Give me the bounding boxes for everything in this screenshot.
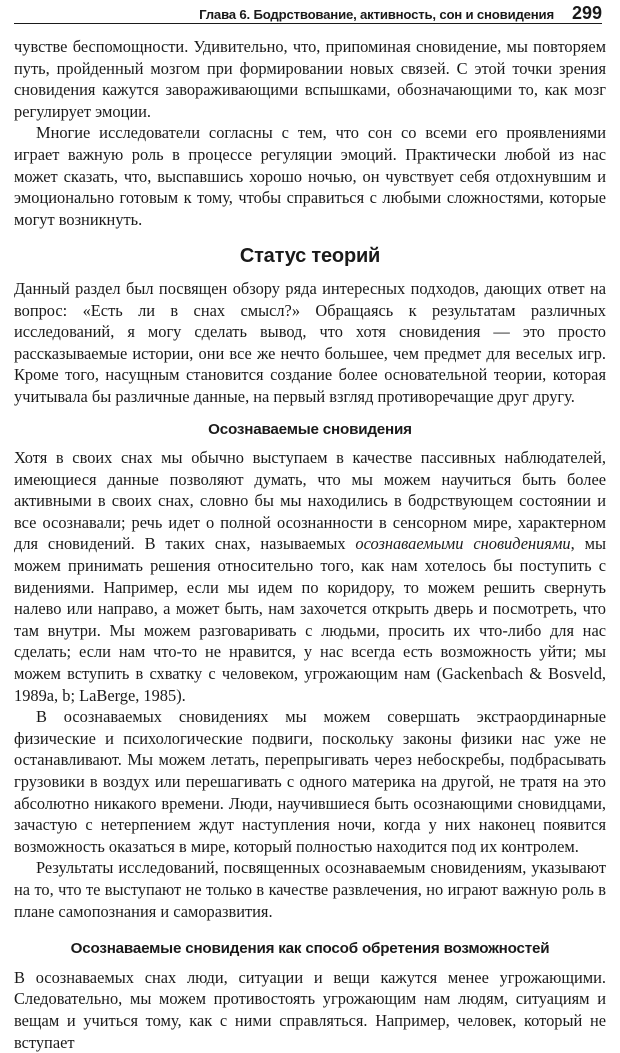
text-run: , мы можем принимать решения относительно того, как нам хотелось бы поступить с видениями. Например, если мы идем по коридору, то можем решить свернуть налево или направо, а может быть, нам захочется открыть дверь и посмотреть, что там внутри. Мы можем разговаривать с людьми, просить их что-либо для нас сделать; если нам что-то не нравится, у нас всегда есть возможность уйти; мы можем вступить в схватку с человеком, угрожающим нам (Gackenbach & Bosveld, 1989a, b; LaBerge, 1985). <box>14 534 606 705</box>
paragraph-empowerment: В осознаваемых снах люди, ситуации и вещи кажутся менее угрожающими. Следовательно, мы можем противостоять угрожающим нам людям, ситуациям и вещам и учиться тому, как с ними справляться. Например, человек, который не вступает <box>14 967 606 1052</box>
section-heading: Статус теорий <box>239 245 381 268</box>
page-number: 299 <box>571 3 602 23</box>
page-body <box>14 36 606 1053</box>
chapter-title: Глава 6. Бодрствование, активность, сон и сновидения <box>199 7 554 22</box>
subsection-heading-empowerment: Осознаваемые сновидения как способ обретения возможностей <box>70 940 550 958</box>
paragraph-emotion-regulation: Многие исследователи согласны с тем, что сон со всеми его проявлениями играет важную роль в процессе регуляции эмоций. Практически любой из нас может сказать, что, выспавшись хорошо ночью, он чувствует себя отдохнувшим и эмоционально готовым к тому, чтобы справиться с любыми сложностями, которые могут возникнуть. <box>14 123 606 229</box>
paragraph-lucid-research: Результаты исследований, посвященных осознаваемым сновидениям, указывают на то, что те выступают не только в качестве развлечения, но играют важную роль в плане самопознания и саморазвития. <box>14 858 606 921</box>
subsection-heading-lucid-dreams: Осознаваемые сновидения <box>208 420 412 438</box>
paragraph-theories-status: Данный раздел был посвящен обзору ряда интересных подходов, дающих ответ на вопрос: «Есть ли в снах смысл?» Обращаясь к результатам различных исследований, я могу сделать вывод, что хотя сновидения — это просто рассказываемые истории, они все же нечто большее, чем предмет для веселых игр. Кроме того, насущным становится создание более основательной теории, которая учитывала бы различные данные, на первый взгляд противоречащие друг другу. <box>14 278 606 406</box>
running-head <box>14 3 602 24</box>
text-run: Хотя в своих снах мы обычно выступаем в качестве пассивных наблюдателей, имеющиеся данные позволяют думать, что мы можем научиться быть более активными в своих снах, словно бы мы находились в бодрствующем состоянии и все осознавали; речь идет о полной осознанности в сенсорном мире, характерном для сновидений. В таких снах, называемых <box>14 448 606 554</box>
paragraph-lucid-dreams-intro <box>14 447 606 706</box>
italic-term: осознаваемыми сновидениями <box>355 534 571 554</box>
paragraph-lucid-feats: В осознаваемых сновидениях мы можем совершать экстраординарные физические и психологические подвиги, поскольку законы физики нас уже не останавливают. Мы можем летать, перепрыгивать через небоскребы, подбрасывать грузовики в воздух или перешагивать с одного материка на другой, не тратя на это абсолютно никакого времени. Люди, научившиеся быть осознающими сновидцами, зачастую с нетерпением ждут наступления ночи, когда у них наконец появится возможность оказаться в мире, который полностью находится под их контролем. <box>14 707 606 856</box>
paragraph-continuation: чувстве беспомощности. Удивительно, что, припоминая сновидение, мы повторяем путь, пройденный мозгом при формировании новых связей. С этой точки зрения сновидения кажутся завораживающими вспышками, обозначающими то, как мозг регулирует эмоции. <box>14 37 606 121</box>
